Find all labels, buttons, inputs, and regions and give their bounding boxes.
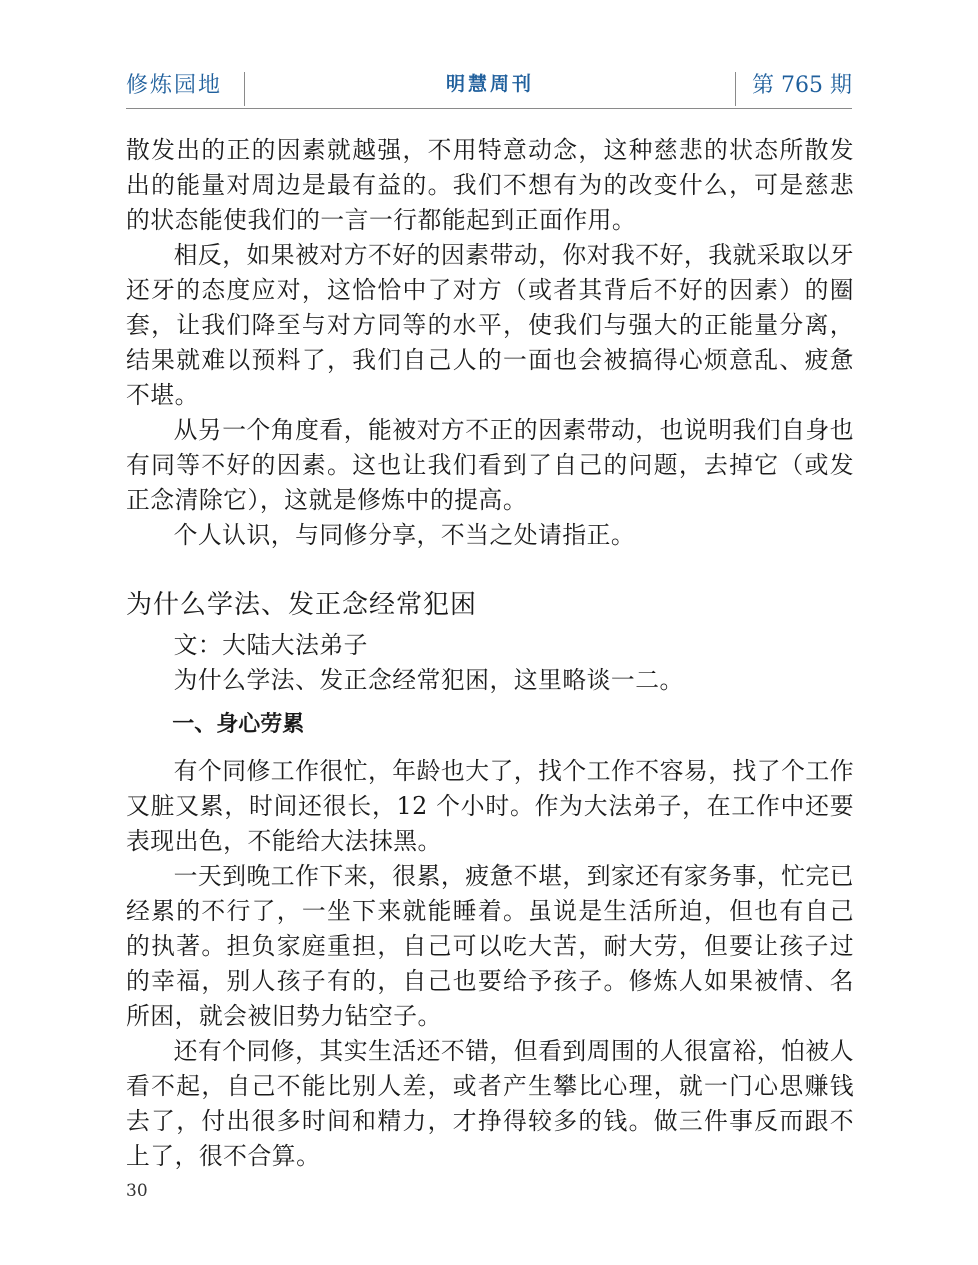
page-content [126, 133, 854, 1174]
paragraph: 相反，如果被对方不好的因素带动，你对我不好，我就采取以牙还牙的态度应对，这恰恰中了对方（或者其背后不好的因素）的圈套，让我们降至与对方同等的水平，使我们与强大的正能量分离，结果就难以预料了，我们自己人的一面也会被搞得心烦意乱、疲惫不堪。 [126, 241, 854, 409]
paragraph: 有个同修工作很忙，年龄也大了，找个工作不容易，找了个工作又脏又累，时间还很长，12 个小时。作为大法弟子，在工作中还要表现出色，不能给大法抹黑。 [126, 757, 854, 855]
header-issue-number: 第 765 期 [735, 72, 852, 106]
page-header [126, 62, 852, 109]
article-author: 文：大陆大法弟子 [173, 631, 368, 659]
section-heading: 一、身心劳累 [172, 712, 305, 737]
header-section-name: 修炼园地 [126, 72, 245, 106]
header-publication-title: 明慧周刊 [445, 73, 534, 95]
paragraph-continued: 散发出的正的因素就越强，不用特意动念，这种慈悲的状态所散发出的能量对周边是最有益的。我们不想有为的改变什么，可是慈悲的状态能使我们的一言一行都能起到正面作用。 [126, 136, 854, 234]
paragraph: 从另一个角度看，能被对方不正的因素带动，也说明我们自身也有同等不好的因素。这也让我们看到了自己的问题，去掉它（或发正念清除它），这就是修炼中的提高。 [126, 416, 854, 514]
page-number: 30 [126, 1181, 148, 1201]
article-title: 为什么学法、发正念经常犯困 [126, 590, 478, 620]
paragraph: 一天到晚工作下来，很累，疲惫不堪，到家还有家务事，忙完已经累的不行了，一坐下来就能睡着。虽说是生活所迫，但也有自己的执著。担负家庭重担，自己可以吃大苦，耐大劳，但要让孩子过的幸福，别人孩子有的，自己也要给予孩子。修炼人如果被情、名所困，就会被旧势力钻空子。 [126, 862, 854, 1030]
paragraph: 个人认识，与同修分享，不当之处请指正。 [173, 521, 636, 549]
paragraph: 还有个同修，其实生活还不错，但看到周围的人很富裕，怕被人看不起，自己不能比别人差，或者产生攀比心理，就一门心思赚钱去了，付出很多时间和精力，才挣得较多的钱。做三件事反而跟不上了，很不合算。 [126, 1037, 854, 1170]
article-intro: 为什么学法、发正念经常犯困，这里略谈一二。 [173, 666, 684, 694]
